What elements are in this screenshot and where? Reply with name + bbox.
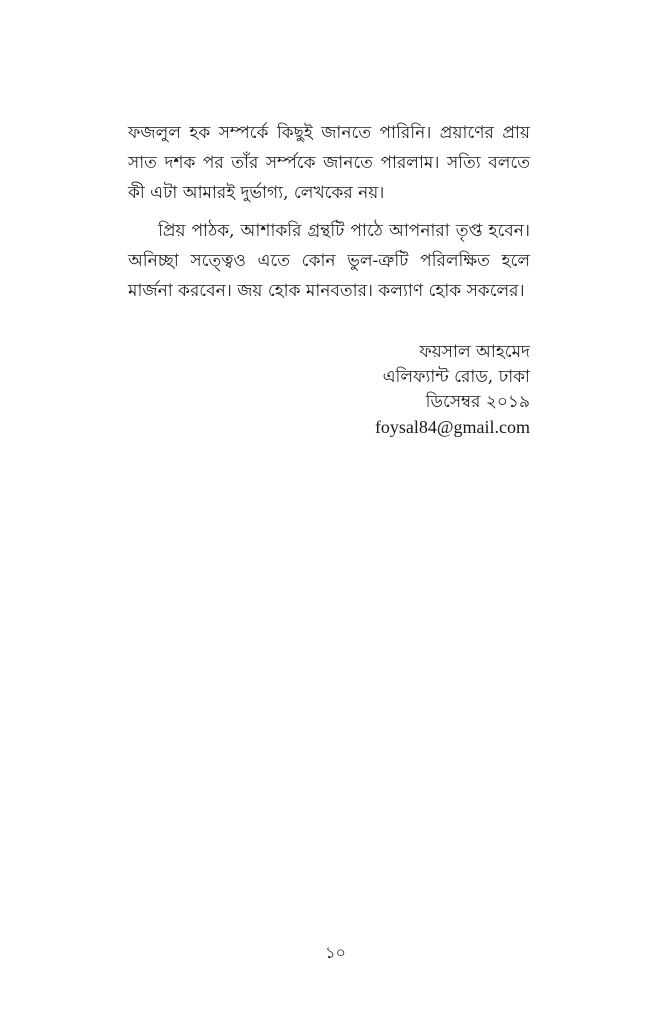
author-address: এলিফ্যান্ট রোড, ঢাকা (382, 367, 530, 387)
author-email: foysal84@gmail.com (374, 417, 530, 437)
author-name: ফয়সাল আহমেদ (419, 342, 530, 362)
page-number: ১০ (325, 943, 346, 962)
signature-date: ডিসেম্বর ২০১৯ (425, 392, 530, 412)
signature-block (375, 340, 530, 440)
paragraph-1: ফজলুল হক সম্পর্কে কিছুই জানতে পারিনি। প্রয়াণের প্রায় সাত দশক পর তাঁর সর্ম্পকে জানতে পারলাম। সত্যি বলতে কী এটা আমারই দুর্ভাগ্য, লেখকের নয়। (128, 123, 530, 203)
body-text (128, 118, 530, 306)
paragraph-2: প্রিয় পাঠক, আশাকরি গ্রন্থটি পাঠে আপনারা তৃপ্ত হবেন। অনিচ্ছা সত্ত্বেও এতে কোন ভুল-ত্রুটি পরিলক্ষিত হলে মার্জনা করবেন। জয় হোক মানবতার। কল্যাণ হোক সকলের। (128, 221, 530, 301)
